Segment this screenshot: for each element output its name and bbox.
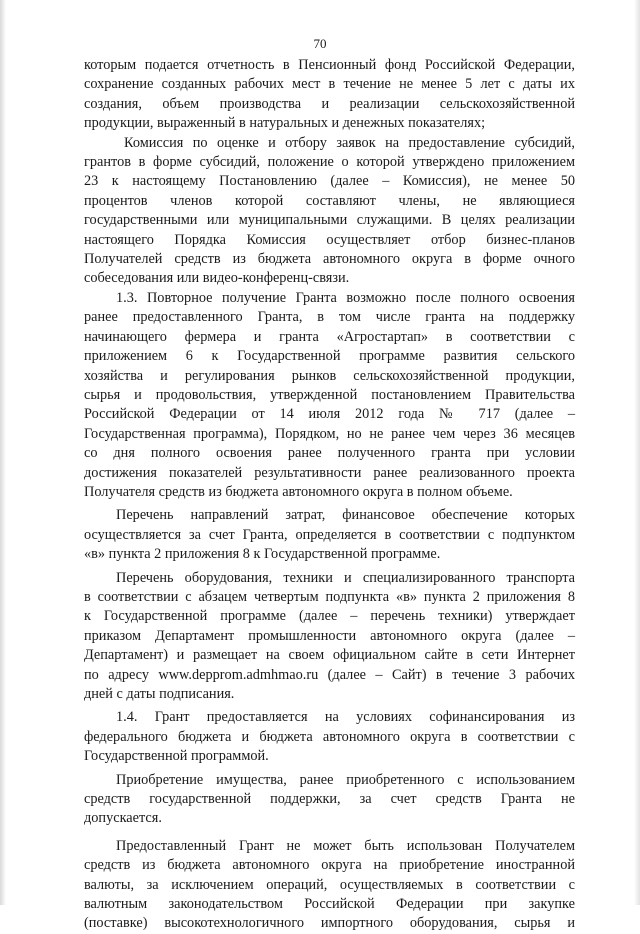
text-line: приложением 6 к Государственной программе развития сельского xyxy=(84,348,575,365)
scan-edge-left xyxy=(0,0,6,905)
text-line: Приобретение имущества, ранее приобретенного с использованием xyxy=(116,771,575,788)
text-line: валюты, за исключением операций, осуществляемых в соответствии с xyxy=(84,876,575,893)
text-line: Получателей средств из бюджета автономного округа в форме очного xyxy=(84,251,575,268)
text-line: достижения показателей результативности ранее реализованного проекта xyxy=(84,464,575,481)
text-line: Предоставленный Грант не может быть использован Получателем xyxy=(116,837,575,854)
text-line: Комиссия по оценке и отбору заявок на предоставление субсидий, xyxy=(124,134,575,151)
scan-edge-right xyxy=(634,0,640,905)
text-line: к Государственной программе (далее – перечень техники) утверждает xyxy=(84,608,575,625)
text-line: (поставке) высокотехнологичного импортного оборудования, сырья и xyxy=(84,915,575,932)
text-line: сырья и продовольствия, утвержденной постановлением Правительства xyxy=(84,386,575,403)
text-line: Получателя средств из бюджета автономного округа в полном объеме. xyxy=(84,483,513,500)
text-line: по адресу www.depprom.admhmao.ru (далее – Сайт) в течение 3 рабочих xyxy=(84,666,575,683)
text-line: продукции, выраженный в натуральных и денежных показателях; xyxy=(84,115,486,132)
text-line: Перечень направлений затрат, финансовое обеспечение которых xyxy=(116,507,575,524)
text-line: Государственная программа), Порядком, но не ранее чем через 36 месяцев xyxy=(84,425,575,442)
text-line: собеседования или видео-конференц-связи. xyxy=(84,270,350,287)
text-line: средств государственной поддержки, за счет средств Гранта не xyxy=(84,791,575,808)
text-line: ранее предоставленного Гранта, в том числе гранта на поддержку xyxy=(84,309,575,326)
text-line: в соответствии с абзацем четвертым подпункта «в» пункта 2 приложения 8 xyxy=(84,588,575,605)
text-line: Российской Федерации от 14 июля 2012 года № 717 (далее – xyxy=(84,406,575,423)
text-line: Государственной программой. xyxy=(84,748,269,765)
text-line: 23 к настоящему Постановлению (далее – Комиссия), не менее 50 xyxy=(84,173,575,190)
text-line: средств из бюджета автономного округа на приобретение иностранной xyxy=(84,857,575,874)
text-line: со дня полного освоения ранее полученного гранта при условии xyxy=(84,445,575,462)
text-line: осуществляется за счет Гранта, определяется в соответствии с подпунктом xyxy=(84,526,575,543)
text-line: валютным законодательством Российской Федерации при закупке xyxy=(84,896,575,913)
text-line: настоящего Порядка Комиссия осуществляет отбор бизнес-планов xyxy=(84,231,575,248)
text-line: приказом Департамент промышленности автономного округа (далее – xyxy=(84,627,575,644)
text-line: процентов членов которой составляют члены, не являющиеся xyxy=(84,192,575,209)
text-line: грантов в форме субсидий, положение о которой утверждено приложением xyxy=(84,154,575,171)
text-line: «в» пункта 2 приложения 8 к Государственной программе. xyxy=(84,546,441,563)
text-line: Департамент) и размещает на своем официальном сайте в сети Интернет xyxy=(84,647,575,664)
text-line: начинающего фермера и гранта «Агростартап» в соответствии с xyxy=(84,328,575,345)
text-line: Перечень оборудования, техники и специализированного транспорта xyxy=(116,569,575,586)
text-line: сохранение созданных рабочих мест в течение не менее 5 лет с даты их xyxy=(84,76,575,93)
text-line: дней с даты подписания. xyxy=(84,686,235,702)
text-line: хозяйства и регулирования рынков сельскохозяйственной продукции, xyxy=(84,367,575,384)
text-line: 1.4. Грант предоставляется на условиях софинансирования из xyxy=(116,709,575,726)
text-line: допускается. xyxy=(84,810,162,827)
text-line: федерального бюджета и бюджета автономного округа в соответствии с xyxy=(84,728,575,745)
page-number: 70 xyxy=(313,36,327,51)
text-line: создания, объем производства и реализации сельскохозяйственной xyxy=(84,95,575,112)
text-line: государственными или муниципальными служащими. В целях реализации xyxy=(84,212,575,229)
text-line: 1.3. Повторное получение Гранта возможно после полного освоения xyxy=(116,289,575,306)
document-body xyxy=(84,56,575,934)
text-line: которым подается отчетность в Пенсионный фонд Российской Федерации, xyxy=(84,57,575,73)
